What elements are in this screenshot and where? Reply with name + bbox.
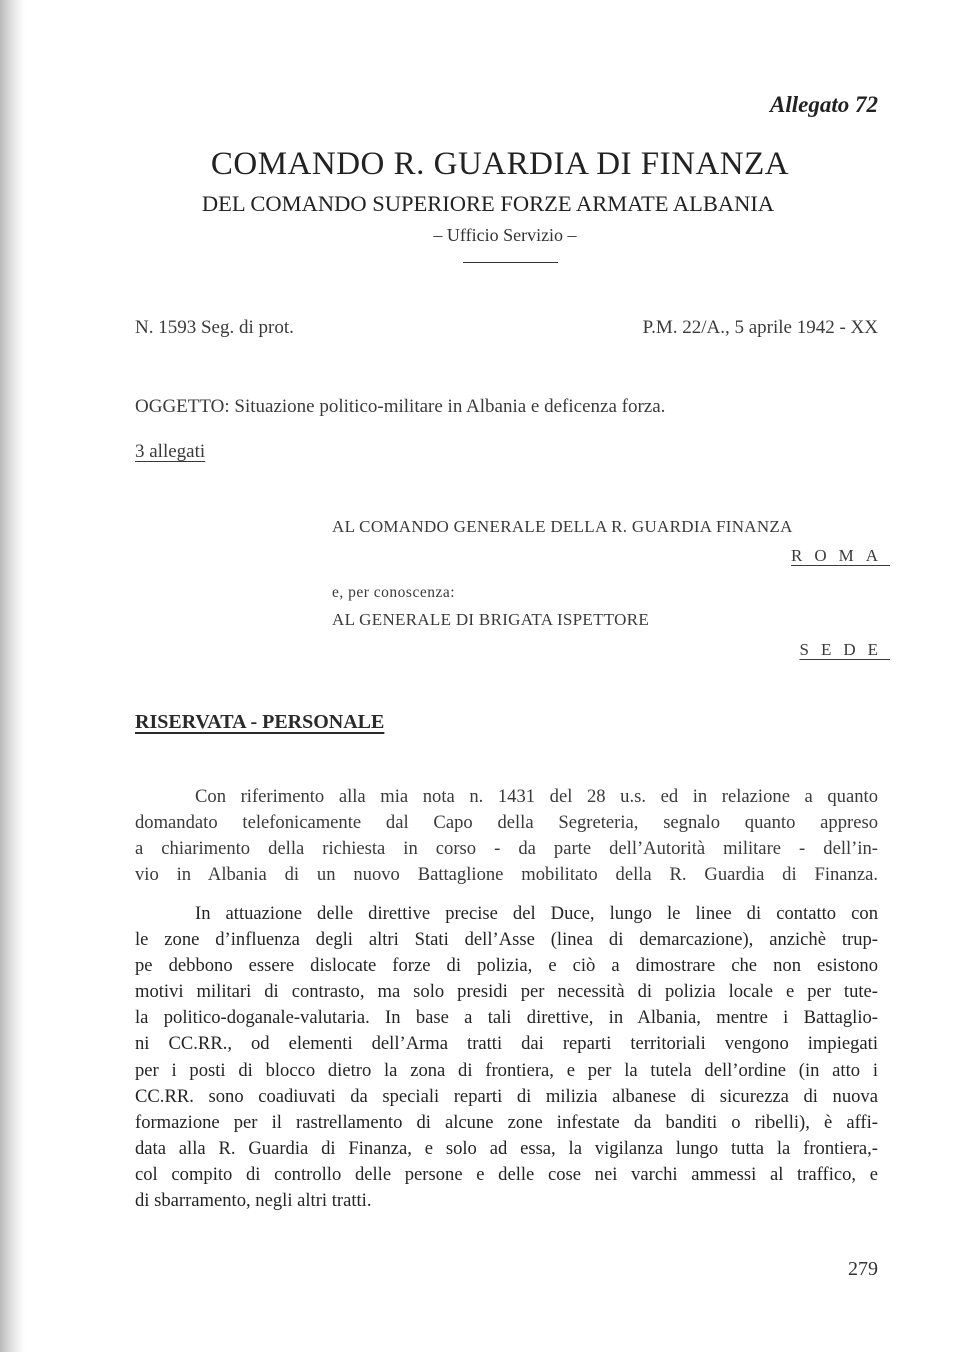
paragraph-line: In attuazione delle direttive precise del Duce, lungo le linee di contatto con <box>195 903 878 924</box>
body-paragraph-2 <box>135 901 878 1214</box>
body-paragraph-1 <box>135 784 878 888</box>
secondary-addressee: AL GENERALE DI BRIGATA ISPETTORE <box>332 610 650 629</box>
allegato-label: Allegato 72 <box>770 92 878 117</box>
paragraph-line: la politico-doganale-valutaria. In base a tali direttive, in Albania, mentre i Battaglio- <box>135 1007 878 1029</box>
paragraph-line: motivi militari di contrasto, ma solo presidi per necessità di polizia locale e per tute- <box>135 981 878 1003</box>
paragraph-line: ni CC.RR., od elementi dell’Arma tratti dai reparti territoriali vengono impiegati <box>135 1033 878 1055</box>
attachments-note: 3 allegati <box>135 441 206 462</box>
classification-heading: RISERVATA - PERSONALE <box>135 711 385 733</box>
paragraph-line: a chiarimento della richiesta in corso - da parte dell’Autorità militare - dell’in- <box>135 838 878 860</box>
secondary-place: SEDE <box>799 640 890 659</box>
paragraph-line: CC.RR. sono coadiuvati da speciali reparti di milizia albanese di sicurezza di nuova <box>135 1085 878 1107</box>
paragraph-line: formazione per il rastrellamento di alcune zone infestate da banditi o ribelli), è affi- <box>135 1111 878 1133</box>
paragraph-line: le zone d’influenza degli altri Stati dell’Asse (linea di demarcazione), anzichè trup- <box>135 929 878 951</box>
paragraph-line: col compito di controllo delle persone e delle cose nei varchi ammessi al traffico, e <box>135 1163 878 1185</box>
office-name: – Ufficio Servizio – <box>433 225 577 245</box>
protocol-number: N. 1593 Seg. di prot. <box>135 317 294 338</box>
paragraph-line: pe debbono essere dislocate forze di polizia, e ciò a dimostrare che non esistono <box>135 955 878 977</box>
paragraph-line: domandato telefonicamente dal Capo della Segreteria, segnalo quanto appreso <box>135 812 878 834</box>
document-subtitle: DEL COMANDO SUPERIORE FORZE ARMATE ALBANIA <box>201 191 775 216</box>
page-number: 279 <box>848 1258 878 1280</box>
paragraph-line: Con riferimento alla mia nota n. 1431 del 28 u.s. ed in relazione a quanto <box>195 786 878 807</box>
header-divider <box>463 262 558 263</box>
paragraph-line: data alla R. Guardia di Finanza, e solo ad essa, la vigilanza lungo tutta la frontiera,- <box>135 1137 878 1159</box>
paragraph-line: vio in Albania di un nuovo Battaglione mobilitato della R. Guardia di Finanza. <box>135 864 878 886</box>
primary-addressee: AL COMANDO GENERALE DELLA R. GUARDIA FINANZA <box>332 517 793 536</box>
date-line: P.M. 22/A., 5 aprile 1942 - XX <box>642 317 878 338</box>
document-title: COMANDO R. GUARDIA DI FINANZA <box>210 146 790 182</box>
paragraph-line: per i posti di blocco dietro la zona di frontiera, e per la tutela dell’ordine (in atto i <box>135 1059 878 1081</box>
paragraph-line: di sbarramento, negli altri tratti. <box>135 1190 372 1212</box>
subject-line: OGGETTO: Situazione politico-militare in Albania e deficenza forza. <box>135 396 666 417</box>
primary-city: ROMA <box>790 546 890 565</box>
cc-label: e, per conoscenza: <box>332 584 456 601</box>
